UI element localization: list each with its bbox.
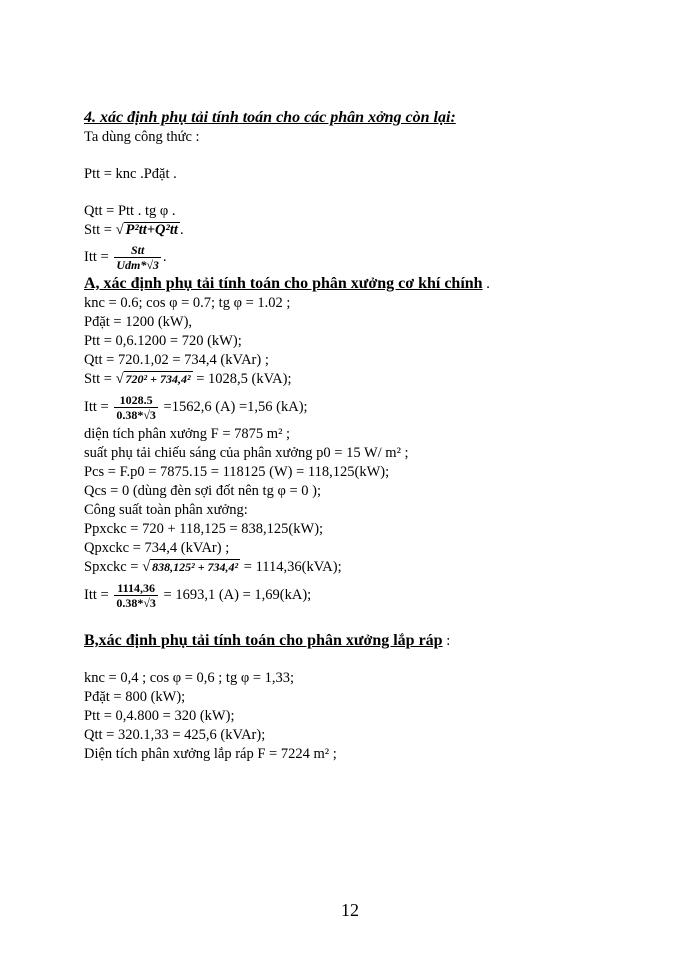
formula-stt-radicand: P²tt+Q²tt <box>125 222 178 238</box>
section-a-line-15-rhs: = 1693,1 (A) = 1,69(kA); <box>163 587 312 603</box>
formula-stt-lhs: Stt = <box>84 222 112 238</box>
section-a-line-4: Qtt = 720.1,02 = 734,4 (kVAr) ; <box>84 352 269 368</box>
section-b-line-4: Qtt = 320.1,33 = 425,6 (kVAr); <box>84 727 266 743</box>
section-a-line-15 <box>84 577 644 613</box>
formula-itt: Itt = $\frac{\text{Stt}}{\text{Udm*√3}}$ . <box>84 242 167 272</box>
section-a-heading-tail: . <box>486 276 490 292</box>
section-a-line-7: diện tích phân xưởng F = 7875 m² ; <box>84 426 291 442</box>
section-b-line-2: Pđặt = 800 (kW); <box>84 689 186 705</box>
section-a-line-1: knc = 0.6; cos φ = 0.7; tg φ = 1.02 ; <box>84 295 291 311</box>
section-a-line-11: Công suất toàn phân xưởng: <box>84 502 248 518</box>
section-4-heading: 4. xác định phụ tải tính toán cho các phân xởng còn lại: <box>84 109 456 126</box>
section-a-line-6-lhs: Itt = <box>84 399 109 415</box>
section-b-heading-tail: : <box>446 633 451 649</box>
formula-itt-fraction <box>114 243 161 273</box>
formula-itt-numerator: Stt <box>114 243 161 258</box>
section-a-heading: A, xác định phụ tải tính toán cho phân xưởng cơ khí chính <box>84 275 483 292</box>
section-b-line-5: Diện tích phân xưởng lắp ráp F = 7224 m² ; <box>84 746 337 762</box>
section-a-line-14-radicand: 838,125² + 734,4² <box>152 560 239 574</box>
section-a-line-8: suất phụ tải chiếu sáng của phân xưởng p0 = 15 W/ m² ; <box>84 445 409 461</box>
section-a-line-13: Qpxckc = 734,4 (kVAr) ; <box>84 540 230 556</box>
section-a-line-15-numerator: 1114,36 <box>114 581 158 596</box>
formula-itt-denominator: Udm*√3 <box>116 257 159 272</box>
section-a-line-2: Pđặt = 1200 (kW), <box>84 314 193 330</box>
formula-ptt: Ptt = knc .Pđặt . <box>84 166 177 182</box>
section-b-heading: B,xác định phụ tải tính toán cho phân xưởng lắp ráp <box>84 632 443 649</box>
section-a-line-6-rhs: =1562,6 (A) =1,56 (kA); <box>163 399 308 415</box>
section-a-line-14-lhs: Spxckc = <box>84 559 139 575</box>
section-a-line-12: Ppxckc = 720 + 118,125 = 838,125(kW); <box>84 521 324 537</box>
section-a-line-10: Qcs = 0 (dùng đèn sợi đốt nên tg φ = 0 ); <box>84 483 321 499</box>
section-a-line-9: Pcs = F.p0 = 7875.15 = 118125 (W) = 118,125(kW); <box>84 464 390 480</box>
section-a-line-15-lhs: Itt = <box>84 587 109 603</box>
formula-itt-lhs: Itt = <box>84 249 109 265</box>
formula-qtt: Qtt = Ptt . tg φ . <box>84 203 176 219</box>
section-a-line-3: Ptt = 0,6.1200 = 720 (kW); <box>84 333 242 349</box>
formula-stt: Stt = √ P²tt+Q²tt . <box>84 222 184 238</box>
section-a-line-6-fraction <box>114 393 158 423</box>
section-b-heading-line <box>84 631 644 651</box>
page-number: 12 <box>341 900 359 920</box>
section-a-line-5-lhs: Stt = <box>84 371 112 387</box>
document-page <box>84 108 644 764</box>
section-a-line-6-denominator: 0.38*√3 <box>116 407 156 422</box>
section-a-line-6-numerator: 1028.5 <box>114 393 158 408</box>
section-a-line-14-rhs: = 1114,36(kVA); <box>243 559 342 575</box>
section-b-line-1: knc = 0,4 ; cos φ = 0,6 ; tg φ = 1,33; <box>84 670 295 686</box>
section-a-line-6 <box>84 389 644 425</box>
section-a-line-15-fraction <box>114 581 158 611</box>
section-b-line-3: Ptt = 0,4.800 = 320 (kW); <box>84 708 235 724</box>
intro-text: Ta dùng công thức : <box>84 129 200 145</box>
section-a-line-5: Stt = √ 720² + 734,4² = 1028,5 (kVA); <box>84 371 292 387</box>
section-a-line-14: Spxckc = √ 838,125² + 734,4² = 1114,36(kVA); <box>84 559 342 575</box>
section-a-line-15-denominator: 0.38*√3 <box>116 595 156 610</box>
section-a-line-5-rhs: = 1028,5 (kVA); <box>196 371 292 387</box>
section-a-line-5-radicand: 720² + 734,4² <box>125 372 191 386</box>
section-a-heading-line <box>84 274 644 294</box>
